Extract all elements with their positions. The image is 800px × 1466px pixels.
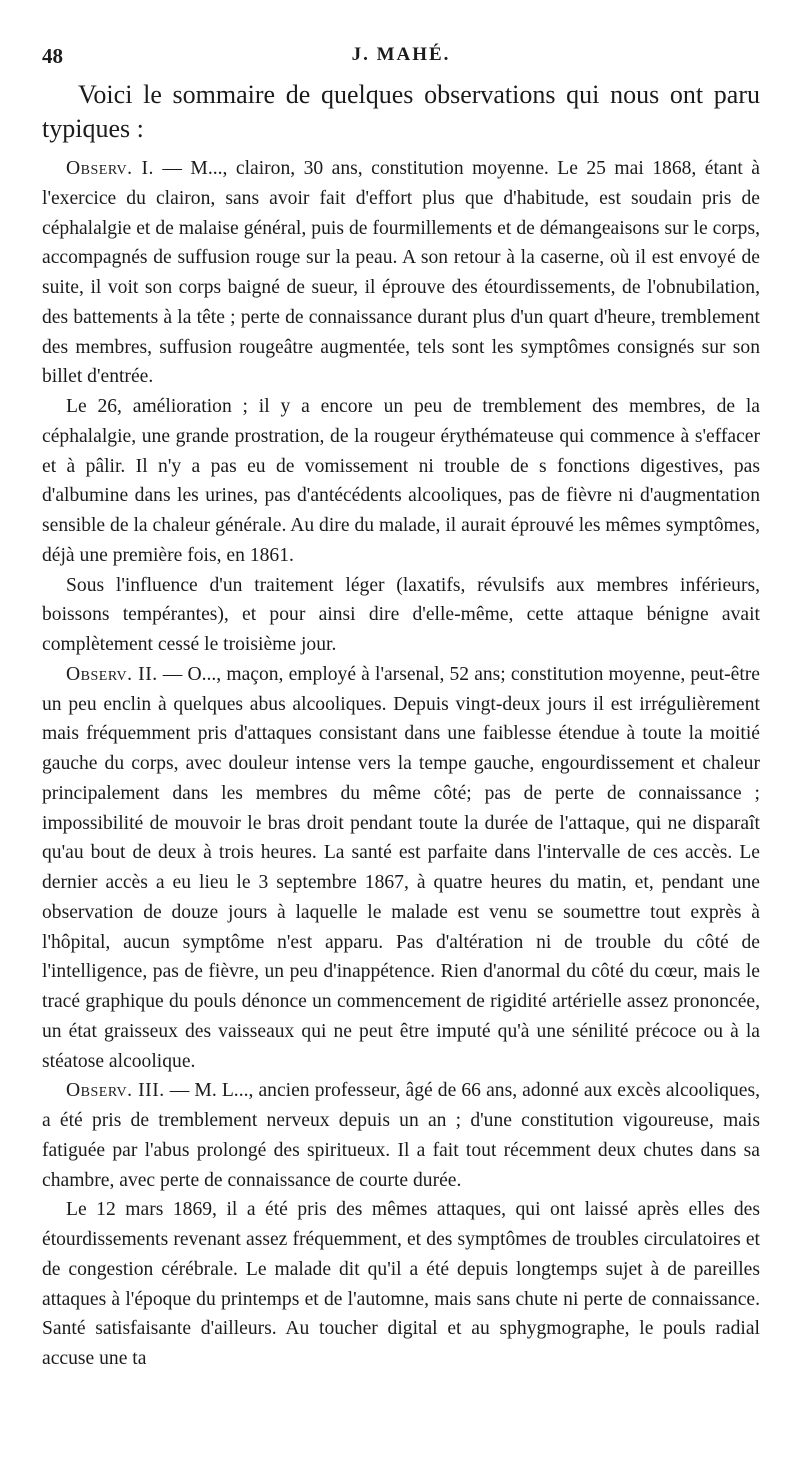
observation-label: Observ. II.: [66, 663, 158, 685]
paragraph-observation-3: [42, 1076, 760, 1195]
paragraph-observation-2: [42, 660, 760, 1077]
paragraph-text: Sous l'influence d'un traitement léger (laxatifs, révulsifs aux membres inférieurs, boissons tempérantes), et pour ainsi dire d'elle-même, cette attaque bénigne avait complètement cessé le troisième jour.: [42, 574, 760, 655]
body-text: [42, 154, 760, 1374]
paragraph-amelioration: [42, 392, 760, 571]
paragraph-text: Le 12 mars 1869, il a été pris des mêmes attaques, qui ont laissé après elles des étourdissements revenant assez fréquemment, et des symptômes de troubles circulatoires et de congestion cérébrale. Le malade dit qu'il a été depuis longtemps sujet à de pareilles attaques à l'époque du printemps et de l'automne, mais sans chute ni perte de connaissance. Santé satisfaisante d'ailleurs. Au toucher digital et au sphygmographe, le pouls radial accuse une ta: [42, 1199, 760, 1369]
intro-sentence: Voici le sommaire de quelques observations qui nous ont paru typiques :: [42, 80, 760, 143]
paragraph-mars-1869: [42, 1195, 760, 1374]
observation-label: Observ. III.: [66, 1080, 165, 1102]
running-title: J. MAHÉ.: [351, 44, 451, 65]
observation-label: Observ. I.: [66, 158, 154, 179]
paragraph-text: — M..., clairon, 30 ans, constitution moyenne. Le 25 mai 1868, étant à l'exercice du clairon, sans avoir fait d'effort plus que d'habitude, est soudain pris de céphalalgie et de malaise général, puis de fourmillements et de démangeaisons sur le corps, accompagnés de suffusion rouge sur la peau. A son retour à la caserne, où il est envoyé de suite, il voit son corps baigné de sueur, il éprouve des étourdissements, de l'obnubilation, des battements à la tête ; perte de connaissance durant plus d'un quart d'heure, tremblement des membres, suffusion rougeâtre augmentée, tels sont les symptômes consignés sur son billet d'entrée.: [42, 158, 760, 388]
running-head: [42, 40, 760, 74]
page-number: 48: [42, 44, 63, 68]
paragraph-traitement: [42, 571, 760, 660]
paragraph-text: Le 26, amélioration ; il y a encore un peu de tremblement des membres, de la céphalalgie, une grande prostration, de la rougeur érythémateuse qui commence à s'effacer et à pâlir. Il n'y a pas eu de vomissement ni trouble de s fonctions digestives, pas d'albumine dans les urines, pas d'antécédents alcooliques, pas de fièvre ni d'augmentation sensible de la chaleur générale. Au dire du malade, il aurait éprouvé les mêmes symptômes, déjà une première fois, en 1861.: [42, 396, 760, 566]
paragraph-observation-1: [42, 154, 760, 392]
paragraph-text: — M. L..., ancien professeur, âgé de 66 ans, adonné aux excès alcooliques, a été pris de tremblement nerveux depuis un an ; d'une constitution vigoureuse, mais fatiguée par l'abus prolongé des spiritueux. Il a fait tout récemment deux chutes dans sa chambre, avec perte de connaissance de courte durée.: [42, 1080, 760, 1191]
paragraph-text: — O..., maçon, employé à l'arsenal, 52 ans; constitution moyenne, peut-être un peu enclin à quelques abus alcooliques. Depuis vingt-deux jours il est irrégulièrement mais fréquemment pris d'attaques consistant dans une faiblesse étendue à toute la moitié gauche du corps, avec douleur intense vers la tempe gauche, engourdissement et chaleur principalement dans les membres du même côté; pas de perte de connaissance ; impossibilité de mouvoir le bras droit pendant toute la durée de l'attaque, qui ne disparaît qu'au bout de deux à trois heures. La santé est parfaite dans l'intervalle de ces accès. Le dernier accès a eu lieu le 3 septembre 1867, à quatre heures du matin, et, pendant une observation de douze jours à laquelle le malade est venu se soumettre tout exprès à l'hôpital, aucun symptôme n'est apparu. Pas d'altération ni de trouble du côté de l'intelligence, pas de fièvre, un peu d'inappétence. Rien d'anormal du côté du cœur, mais le tracé graphique du pouls dénonce un commencement de rigidité artérielle assez prononcée, un état graisseux des vaisseaux qui ne peut être imputé qu'à une sénilité précoce ou à la stéatose alcoolique.: [42, 663, 760, 1072]
